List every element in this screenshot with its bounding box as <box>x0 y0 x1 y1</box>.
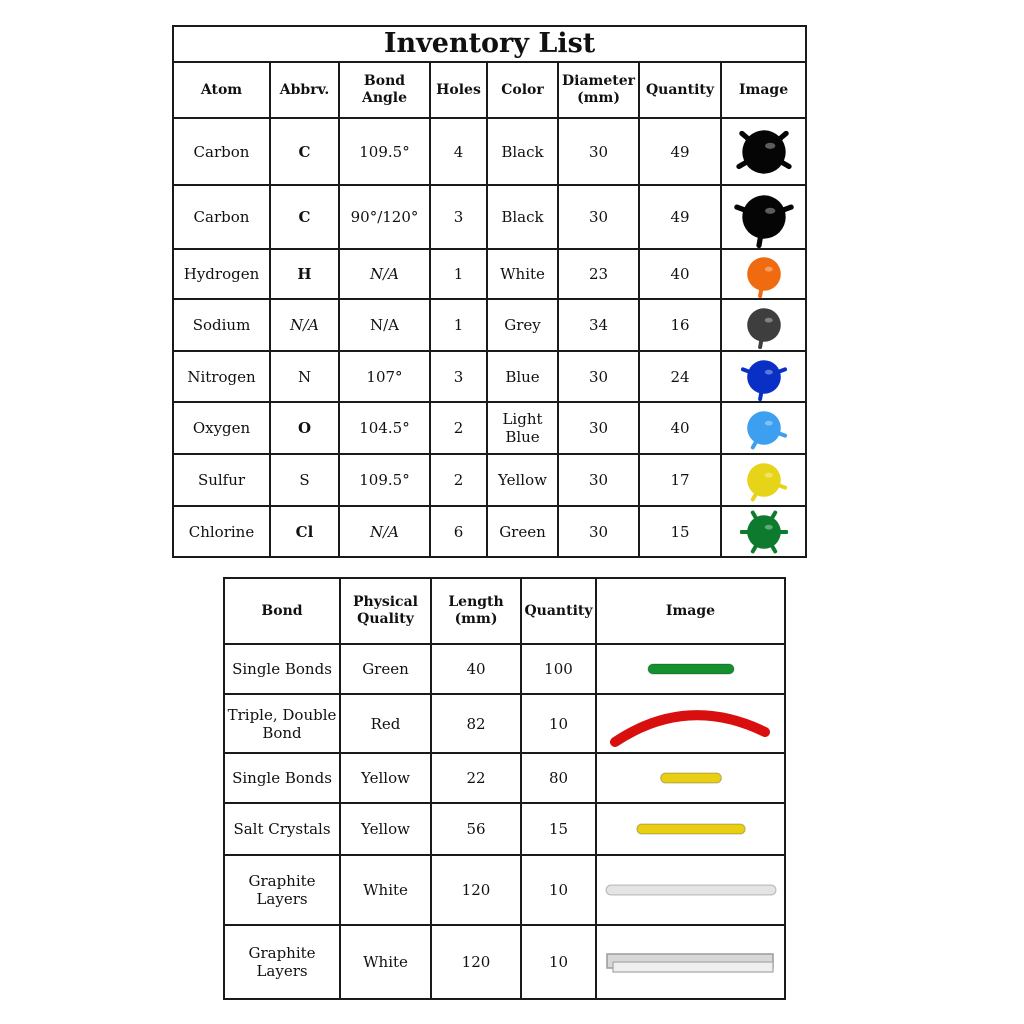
bond-quantity: 10 <box>521 694 596 753</box>
header-bond: Bond <box>224 578 340 644</box>
atom-holes: 3 <box>430 351 487 402</box>
black-atom-icon <box>733 186 795 248</box>
atom-abbrv: S <box>270 454 339 506</box>
atom-holes: 1 <box>430 249 487 299</box>
atom-diameter: 23 <box>558 249 639 299</box>
atom-abbrv: O <box>270 402 339 454</box>
atom-row <box>173 249 806 299</box>
atom-quantity: 15 <box>639 506 721 557</box>
orange-atom-icon <box>740 250 788 298</box>
atom-color: Green <box>487 506 558 557</box>
header-length: Length (mm) <box>431 578 521 644</box>
bond-name: Triple, Double Bond <box>224 694 340 753</box>
atom-row <box>173 506 806 557</box>
header-image: Image <box>721 62 806 118</box>
atom-quantity: 49 <box>639 185 721 249</box>
bond-image <box>596 694 785 753</box>
atom-color: Blue <box>487 351 558 402</box>
bond-name: Single Bonds <box>224 753 340 803</box>
atom-quantity: 40 <box>639 249 721 299</box>
bond-physical-quality: White <box>340 855 431 925</box>
atom-name: Carbon <box>173 185 270 249</box>
atom-image <box>721 299 806 351</box>
bond-length: 120 <box>431 925 521 999</box>
atom-bond-angle: 107° <box>339 351 430 402</box>
black-atom-icon <box>733 121 795 183</box>
atom-diameter: 30 <box>558 185 639 249</box>
bond-length: 56 <box>431 803 521 855</box>
yellow-bond-icon <box>603 754 779 802</box>
atom-diameter: 30 <box>558 118 639 185</box>
header-color: Color <box>487 62 558 118</box>
header-physical-quality: Physical Quality <box>340 578 431 644</box>
white-flat-bond-icon <box>603 938 779 986</box>
bond-quantity: 15 <box>521 803 596 855</box>
light-blue-atom-icon <box>740 404 788 452</box>
atom-name: Nitrogen <box>173 351 270 402</box>
blue-atom-icon <box>740 353 788 401</box>
yellow-atom-icon <box>740 456 788 504</box>
atom-abbrv: N <box>270 351 339 402</box>
bond-quantity: 100 <box>521 644 596 694</box>
atom-bond-angle: N/A <box>339 299 430 351</box>
bond-image <box>596 644 785 694</box>
bond-physical-quality: Red <box>340 694 431 753</box>
atom-color: Grey <box>487 299 558 351</box>
atom-name: Chlorine <box>173 506 270 557</box>
bond-name: Graphite Layers <box>224 925 340 999</box>
atom-quantity: 24 <box>639 351 721 402</box>
bond-length: 22 <box>431 753 521 803</box>
atom-inventory-table <box>172 25 807 558</box>
bond-row <box>224 855 785 925</box>
atom-abbrv: Cl <box>270 506 339 557</box>
bond-name: Single Bonds <box>224 644 340 694</box>
header-holes: Holes <box>430 62 487 118</box>
atom-row <box>173 185 806 249</box>
bond-physical-quality: Green <box>340 644 431 694</box>
page-title: Inventory List <box>173 26 806 62</box>
atom-holes: 3 <box>430 185 487 249</box>
atom-quantity: 16 <box>639 299 721 351</box>
atom-image <box>721 402 806 454</box>
atom-diameter: 30 <box>558 506 639 557</box>
atom-quantity: 17 <box>639 454 721 506</box>
atom-image <box>721 118 806 185</box>
bond-quantity: 10 <box>521 855 596 925</box>
atom-abbrv: H <box>270 249 339 299</box>
atom-holes: 2 <box>430 402 487 454</box>
atom-image <box>721 249 806 299</box>
bond-length: 40 <box>431 644 521 694</box>
atom-diameter: 30 <box>558 402 639 454</box>
bond-quantity: 80 <box>521 753 596 803</box>
bond-row <box>224 644 785 694</box>
header-atom: Atom <box>173 62 270 118</box>
green-atom-icon <box>740 508 788 556</box>
atom-row <box>173 454 806 506</box>
atom-color: Light Blue <box>487 402 558 454</box>
bond-image <box>596 803 785 855</box>
header-quantity: Quantity <box>639 62 721 118</box>
bond-inventory-table <box>223 577 786 1000</box>
atom-holes: 1 <box>430 299 487 351</box>
atom-image <box>721 351 806 402</box>
atom-holes: 4 <box>430 118 487 185</box>
atom-abbrv: N/A <box>270 299 339 351</box>
atom-holes: 2 <box>430 454 487 506</box>
atom-row <box>173 402 806 454</box>
atom-bond-angle: N/A <box>339 249 430 299</box>
atom-name: Oxygen <box>173 402 270 454</box>
atom-row <box>173 118 806 185</box>
atom-header-row <box>173 62 806 118</box>
atom-bond-angle: 104.5° <box>339 402 430 454</box>
bond-image <box>596 753 785 803</box>
bond-length: 82 <box>431 694 521 753</box>
atom-color: White <box>487 249 558 299</box>
header-bond-image: Image <box>596 578 785 644</box>
atom-diameter: 30 <box>558 351 639 402</box>
green-bond-icon <box>603 645 779 693</box>
atom-diameter: 30 <box>558 454 639 506</box>
atom-bond-angle: 109.5° <box>339 118 430 185</box>
bond-image <box>596 855 785 925</box>
atom-abbrv: C <box>270 185 339 249</box>
bond-quantity: 10 <box>521 925 596 999</box>
grey-atom-icon <box>740 301 788 349</box>
yellow-bond-icon <box>603 805 779 853</box>
bond-physical-quality: Yellow <box>340 753 431 803</box>
header-bond-angle: Bond Angle <box>339 62 430 118</box>
bond-row <box>224 753 785 803</box>
bond-image <box>596 925 785 999</box>
header-diameter: Diameter (mm) <box>558 62 639 118</box>
bond-row <box>224 694 785 753</box>
atom-color: Black <box>487 118 558 185</box>
atom-bond-angle: 90°/120° <box>339 185 430 249</box>
atom-name: Carbon <box>173 118 270 185</box>
header-abbrv: Abbrv. <box>270 62 339 118</box>
atom-image <box>721 506 806 557</box>
bond-header-row <box>224 578 785 644</box>
atom-name: Sodium <box>173 299 270 351</box>
red-curved-bond-icon <box>603 700 779 748</box>
atom-bond-angle: 109.5° <box>339 454 430 506</box>
atom-row <box>173 351 806 402</box>
bond-name: Salt Crystals <box>224 803 340 855</box>
atom-diameter: 34 <box>558 299 639 351</box>
bond-physical-quality: White <box>340 925 431 999</box>
atom-color: Yellow <box>487 454 558 506</box>
header-bond-quantity: Quantity <box>521 578 596 644</box>
bond-physical-quality: Yellow <box>340 803 431 855</box>
atom-image <box>721 454 806 506</box>
atom-image <box>721 185 806 249</box>
atom-quantity: 40 <box>639 402 721 454</box>
atom-bond-angle: N/A <box>339 506 430 557</box>
atom-row <box>173 299 806 351</box>
atom-name: Sulfur <box>173 454 270 506</box>
bond-row <box>224 925 785 999</box>
atom-color: Black <box>487 185 558 249</box>
atom-quantity: 49 <box>639 118 721 185</box>
atom-name: Hydrogen <box>173 249 270 299</box>
bond-length: 120 <box>431 855 521 925</box>
bond-name: Graphite Layers <box>224 855 340 925</box>
bond-row <box>224 803 785 855</box>
white-bond-icon <box>603 866 779 914</box>
atom-holes: 6 <box>430 506 487 557</box>
atom-abbrv: C <box>270 118 339 185</box>
